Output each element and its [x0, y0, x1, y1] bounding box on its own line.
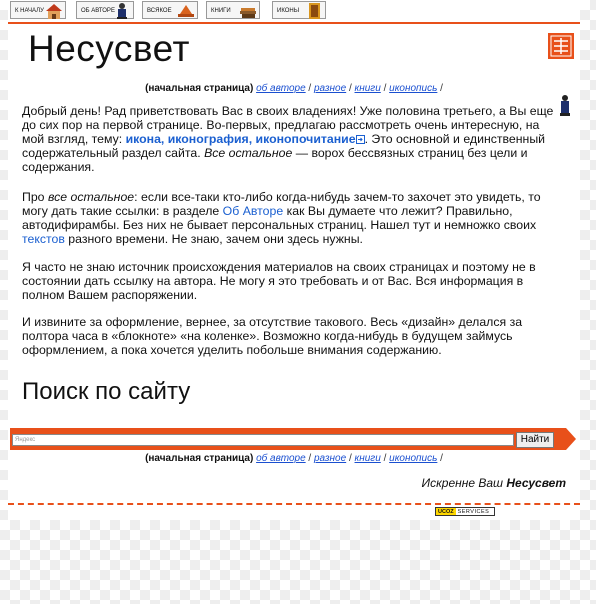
breadcrumb-link-author[interactable]: об авторе	[256, 83, 306, 94]
nav-books-button[interactable]	[206, 1, 260, 19]
p2-text-3: как Вы думаете что лежит? Правильно, автодифирамбы. Без них не бывает персональных страниц. Нашел тут и немножко своих	[22, 204, 537, 232]
breadcrumb-separator: /	[346, 83, 355, 94]
internal-link-icon	[356, 135, 365, 144]
signature-name: Несусвет	[506, 476, 566, 490]
iconography-link[interactable]: икона, иконография, иконопочитание	[125, 132, 356, 146]
breadcrumb-link-author[interactable]: об авторе	[256, 453, 306, 464]
breadcrumb-current: (начальная страница)	[145, 83, 254, 94]
p2-text-2: : если все-таки кто-либо когда-нибудь зачем-то захочет это увидеть, то могу дать такие ссылки: в разделе	[22, 190, 541, 218]
page	[8, 0, 580, 520]
icon-board-icon	[305, 2, 323, 20]
intro-text-1: Добрый день! Рад приветствовать Вас в своих владениях! Уже половина третьего, а Вы еще до сих пор на первой странице. Во-первых, предлагаю рассмотреть очень интересную, на мой взгляд, тему:	[22, 104, 554, 146]
breadcrumb	[8, 83, 580, 94]
ucoz-badge[interactable]	[435, 507, 495, 516]
breadcrumb-separator: /	[437, 453, 443, 464]
hat-icon	[177, 2, 195, 20]
breadcrumb-separator: /	[305, 83, 314, 94]
nav-author-button[interactable]	[76, 1, 134, 19]
sources-paragraph: Я часто не знаю источник происхождения материалов на своих страницах и поэтому не в состоянии дать ссылку на автора. Не могу я это требовать и от Вас. Вся информация в полном Вашем распоряжении.	[22, 260, 536, 302]
breadcrumb-link-iconography[interactable]: иконопись	[389, 83, 438, 94]
breadcrumb-link-misc[interactable]: разное	[313, 453, 347, 464]
breadcrumb-separator: /	[380, 83, 390, 94]
intro-paragraph	[22, 104, 562, 174]
nav-books-label: КНИГИ	[211, 8, 231, 14]
search-button[interactable]: Найти	[516, 432, 554, 448]
nav-misc-label: ВСЯКОЕ	[147, 8, 172, 14]
nav-misc-button[interactable]	[142, 1, 198, 19]
nav-author-label: ОБ АВТОРЕ	[81, 8, 115, 14]
footer-divider	[8, 503, 580, 505]
breadcrumb-link-books[interactable]: книги	[354, 453, 381, 464]
ucoz-badge-services: SERVICES	[456, 508, 494, 515]
nav-home-button[interactable]	[10, 1, 66, 19]
design-paragraph: И извините за оформление, вернее, за отсутствие такового. Весь «дизайн» делался за полтора часа в «блокноте» «на коленке». Возможно когда-нибудь в будущем займусь оформлением, а пока хочется уделить побольше внимания содержанию.	[22, 315, 523, 357]
p2-text-1: Про	[22, 190, 48, 204]
intro-emphasis: Все остальное	[204, 146, 293, 160]
ucoz-badge-brand: UCOZ	[438, 509, 454, 515]
site-title: Несусвет	[28, 28, 190, 69]
breadcrumb-separator: /	[346, 453, 355, 464]
top-nav-bar	[8, 0, 580, 24]
author-figure-icon	[113, 2, 131, 20]
intro-text-2: . Это основной и единственный содержательный раздел сайта.	[22, 132, 546, 160]
signature-prefix: Искренне Ваш	[421, 476, 507, 490]
house-icon	[45, 2, 63, 20]
nav-icons-button[interactable]	[272, 1, 326, 19]
nav-icons-label: ИКОНЫ	[277, 8, 300, 14]
breadcrumb-link-books[interactable]: книги	[354, 83, 381, 94]
intro-text-3: — ворох бессвязных страниц без цели и содержания.	[22, 146, 528, 174]
books-icon	[239, 2, 257, 20]
about-author-link[interactable]: Об Авторе	[222, 204, 284, 218]
breadcrumb-separator: /	[437, 83, 443, 94]
search-heading: Поиск по сайту	[22, 378, 191, 405]
search-input[interactable]: Яндекс	[12, 434, 514, 446]
breadcrumb-link-iconography[interactable]: иконопись	[389, 453, 438, 464]
site-logo	[548, 33, 574, 59]
p2-text-4: разного времени. Не знаю, зачем они здесь нужны.	[64, 232, 363, 246]
nav-home-label: К НАЧАЛУ	[15, 8, 44, 14]
texts-link[interactable]: текстов	[22, 232, 65, 246]
breadcrumb-separator: /	[305, 453, 314, 464]
breadcrumb-current: (начальная страница)	[145, 453, 254, 464]
breadcrumb-link-misc[interactable]: разное	[313, 83, 347, 94]
breadcrumb-bottom	[8, 453, 580, 464]
breadcrumb-separator: /	[380, 453, 390, 464]
p2-emphasis: все остальное	[47, 190, 135, 204]
signature	[308, 476, 566, 490]
misc-paragraph	[22, 190, 562, 246]
